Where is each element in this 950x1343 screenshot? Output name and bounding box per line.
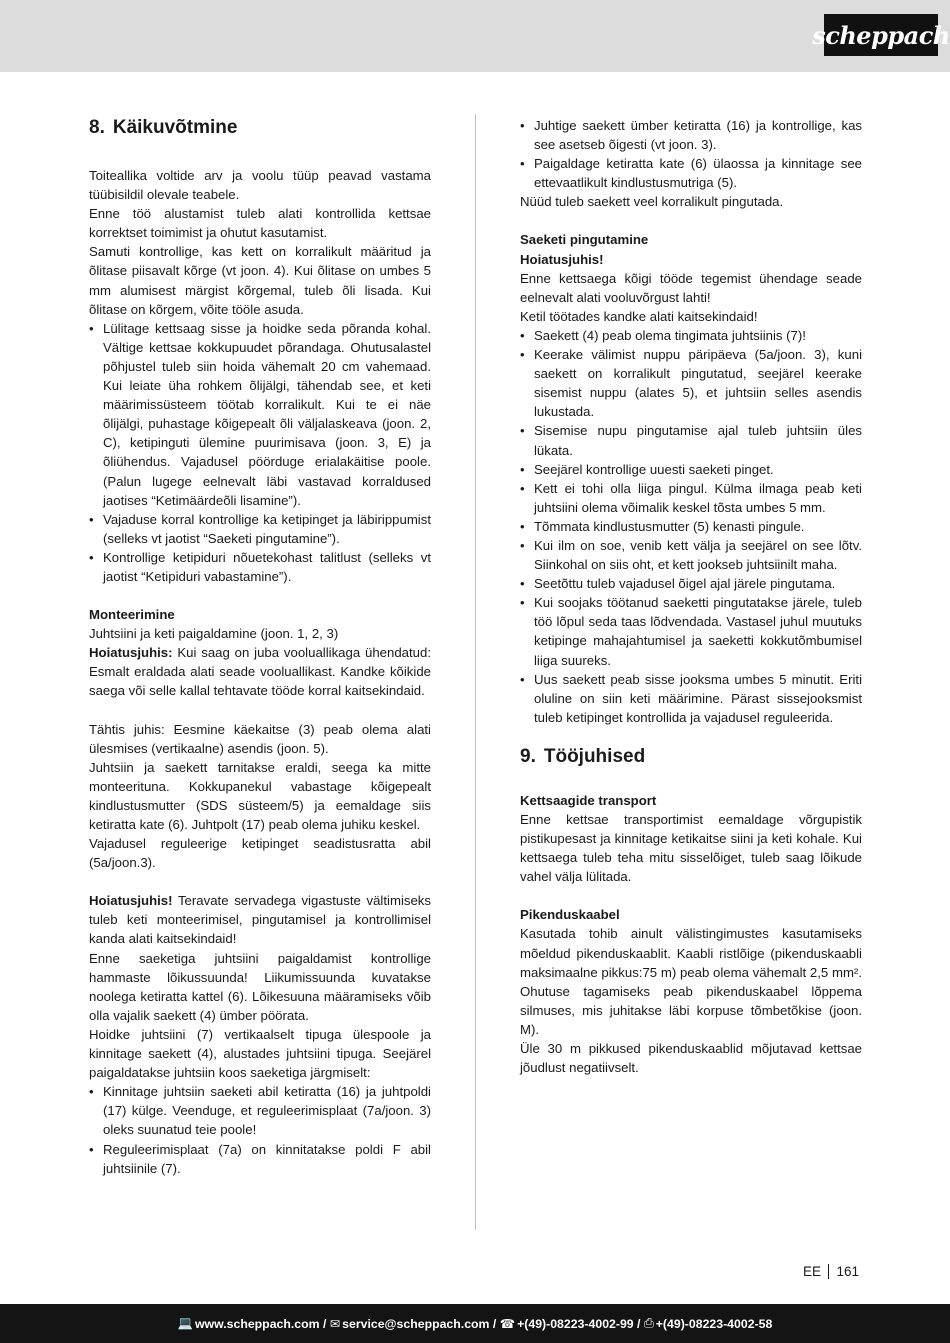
list-item: • Kett ei tohi olla liiga pingul. Külma ilmaga peab keti juhtsiini olema võimalik keskel tõsta umbes 5 mm. xyxy=(520,479,862,517)
subheading-monteerimine: Monteerimine xyxy=(89,607,175,623)
header-band xyxy=(0,0,950,72)
list-item: • Sisemise nupu pingutamise ajal tuleb juhtsiin üles lükata. xyxy=(520,421,862,459)
paragraph: Enne saeketiga juhtsiini paigaldamist kontrollige hammaste lõikussuunda! Liikumissuunda kuvatakse noolega ketiratta kattel (6). Lõikesuuna määramiseks võib olla vajalik saekett (4) ümber pöörata. xyxy=(89,950,431,1023)
list-item: • Juhtige saekett ümber ketiratta (16) ja kontrollige, kas see asetseb õigesti (vt joon. 3). xyxy=(520,116,862,154)
paragraph: Nüüd tuleb saekett veel korralikult pingutada. xyxy=(520,194,784,210)
paragraph: Kasutada tohib ainult välistingimustes kasutamiseks mõeldud pikenduskaablit. Kaabli ristlõige (pikenduskaabli maksimaalne pikkus:75 m) peab olema vähemalt 2,5 mm². Ohutuse tagamiseks peab pikenduskaabel lõppema silmuses, mis juhitakse läbi korpuse tõmbetõkise (joon. M). xyxy=(520,926,862,1037)
paragraph: Juhtsiini ja keti paigaldamine (joon. 1, 2, 3) xyxy=(89,626,339,642)
list-item: • Tõmmata kindlustusmutter (5) kenasti pingule. xyxy=(520,517,862,536)
list-item: • Vajaduse korral kontrollige ka ketipinget ja läbirippumist (selleks vt jaotist “Saeketi pingutamine”). xyxy=(89,510,431,548)
subheading-pikenduskaabel: Pikenduskaabel xyxy=(520,907,620,923)
footer-email[interactable]: service@scheppach.com / xyxy=(342,1316,497,1331)
page-number xyxy=(803,1264,859,1279)
footer-phone: +(49)-08223-4002-99 / xyxy=(517,1316,641,1331)
list-item: • Uus saekett peab sisse jooksma umbes 5 minutit. Eriti oluline on siin keti määrimine. Pärast sissejooksmist tuleb ketipinget kontrollida ja vajadusel reguleerida. xyxy=(520,670,862,727)
list-item: • Kui soojaks töötanud saeketti pingutatakse järele, tuleb töö lõpul seda taas lõdvendada. Vastasel juhul muutuks ketipinge mahajahtumisel ja saeketti kokkutõmbumisel liiga suureks. xyxy=(520,593,862,669)
mail-icon: ✉ xyxy=(329,1316,341,1331)
language-code: EE xyxy=(802,1264,821,1279)
list-item: • Kui ilm on soe, venib kett välja ja seejärel on see lõtv. Siinkohal on siis oht, et kett jookseb juhtsiinilt maha. xyxy=(520,536,862,574)
paragraph: Enne kettsaega kõigi tööde tegemist ühendage seade eelnevalt alati vooluvõrgust lahti! xyxy=(520,270,862,305)
list-item: • Reguleerimisplaat (7a) on kinnitatakse poldi F abil juhtsiinile (7). xyxy=(89,1140,431,1178)
list-item: • Kontrollige ketipiduri nõuetekohast talitlust (selleks vt jaotist “Ketipiduri vabastamine”). xyxy=(89,548,431,586)
section-number: 9. xyxy=(520,745,536,767)
warning-paragraph xyxy=(89,643,431,700)
footer-fax: +(49)-08223-4002-58 xyxy=(655,1316,773,1331)
warning-text: Teravate servadega vigastuste vältimiseks tuleb keti monteerimisel, pingutamisel ja kontrollimisel kanda alati kaitsekindaid! xyxy=(89,893,431,947)
list-item: • Kinnitage juhtsiin saeketi abil ketiratta (16) ja juhtpoldi (17) külge. Veenduge, et reguleerimisplaat (7a/joon. 3) oleks suunatud teie poole! xyxy=(89,1082,431,1139)
section-heading-8 xyxy=(89,116,431,140)
paragraph: Hoidke juhtsiini (7) vertikaalselt tipuga ülespoole ja kinnitage saekett (4), alustades juhtsiini tipuga. Seejärel paigaldatakse juhtsiin koos saeketiga järgmiselt: xyxy=(89,1026,431,1081)
paragraph: Samuti kontrollige, kas kett on korralikult määritud ja õlitase piisavalt kõrge (vt joon. 4). Kui õlitase on umbes 5 mm alumisest märgist kõrgemal, tuleb õli lisada. Kui õlitase on kõrgem, võite tööle asuda. xyxy=(89,244,431,317)
section-title: Tööjuhised xyxy=(543,745,646,767)
paragraph: Üle 30 m pikkused pikenduskaablid mõjutavad kettsae jõudlust negatiivselt. xyxy=(520,1041,862,1076)
section-number: 8. xyxy=(89,117,105,138)
warning-label: Hoiatusjuhis! xyxy=(89,893,173,909)
paragraph: Juhtsiin ja saekett tarnitakse eraldi, seega ka mitte monteerituna. Kokkupanekul vabastage kõigepealt kindlustusmutter (SDS süsteem/5) ja eemaldage siis ketiratta kate (6). Juhtpolt (17) peab olema juhiku keskel. xyxy=(89,759,431,832)
footer-bar xyxy=(0,1304,950,1343)
footer-website[interactable]: www.scheppach.com / xyxy=(194,1316,327,1331)
column-divider xyxy=(475,114,476,1230)
list-item: • Keerake välimist nuppu päripäeva (5a/joon. 3), kuni saekett on korralikult pingutatud, seejärel keerake sisemist nuppu (alates 5), et juhtsiin selles asendis lukustada. xyxy=(520,345,862,421)
page-number-value: 161 xyxy=(836,1264,859,1279)
paragraph: Tähtis juhis: Eesmine käekaitse (3) peab olema alati ülesmises (vertikaalne) asendis (joon. 5). xyxy=(89,721,431,756)
list-item: • Saekett (4) peab olema tingimata juhtsiinis (7)! xyxy=(520,326,862,345)
paragraph: Toiteallika voltide arv ja voolu tüüp peavad vastama tüübisildil olevale teabele. xyxy=(89,168,431,203)
bullet-list xyxy=(89,1082,431,1177)
right-column xyxy=(520,116,862,1077)
bullet-list xyxy=(520,326,862,727)
warning-label: Hoiatusjuhis: xyxy=(89,645,173,661)
computer-icon: 💻 xyxy=(177,1316,193,1330)
warning-paragraph xyxy=(89,891,431,948)
list-item: • Seejärel kontrollige uuesti saeketi pinget. xyxy=(520,460,862,479)
section-heading-9 xyxy=(520,745,862,769)
paragraph: Vajadusel reguleerige ketipinget seadistusratta abil (5a/joon.3). xyxy=(89,836,431,871)
warning-label: Hoiatusjuhis! xyxy=(520,251,604,267)
paragraph: Enne töö alustamist tuleb alati kontrollida kettsae korrektset toimimist ja ohutut kasutamist. xyxy=(89,206,431,241)
warning-text: Kui saag on juba vooluallikaga ühendatud: Esmalt eraldada alati seade vooluallikast. Kandke kõikide saega või selle kallal tehtavate tööde korral kaitsekindaid. xyxy=(89,645,431,699)
paragraph: Enne kettsae transportimist eemaldage võrgupistik pistikupesast ja kinnitage ketikaitse siini ja keti kohale. Kui kettsaega tuleb teha mitu sisselõiget, tuleb saag lõikude vahel välja lülitada. xyxy=(520,812,862,885)
list-item: • Lülitage kettsaag sisse ja hoidke seda põranda kohal. Vältige kettsae kokkupuudet põrandaga. Ohutusalastel põhjustel tuleb siin hoida vähemalt 20 cm vahemaad. Kui leiate üha rohkem õlijälgi, tähendab see, et keti määrimissüsteem töötab korralikult. Kui te ei näe õlijälgi, puhastage kõigepealt õli väljalaskeava (joon. 2, C), ketipinguti ülemine puurimisava (joon. 3, E) ja õliühendus. Vajadusel pöörduge erialakäitise poole. (Palun lugege eelnevalt läbi vastavad korraldused jaotises “Ketimäärdeõli lisamine”). xyxy=(89,319,431,510)
bullet-list xyxy=(520,116,862,192)
list-item: • Paigaldage ketiratta kate (6) ülaossa ja kinnitage see ettevaatlikult kindlustusmutriga (5). xyxy=(520,154,862,192)
left-column xyxy=(89,116,431,1178)
bullet-list xyxy=(89,319,431,586)
phone-icon: ☎ xyxy=(499,1316,516,1331)
list-item: • Seetõttu tuleb vajadusel õigel ajal järele pingutama. xyxy=(520,574,862,593)
fax-icon: ⎙ xyxy=(643,1316,654,1330)
subheading-transport: Kettsaagide transport xyxy=(520,792,657,808)
scheppach-logo: scheppach xyxy=(824,14,938,56)
separator xyxy=(828,1264,830,1279)
subheading-saeketi-pingutamine: Saeketi pingutamine xyxy=(520,232,649,248)
section-title: Käikuvõtmine xyxy=(112,117,238,138)
paragraph: Ketil töötades kandke alati kaitsekindaid! xyxy=(520,308,758,324)
